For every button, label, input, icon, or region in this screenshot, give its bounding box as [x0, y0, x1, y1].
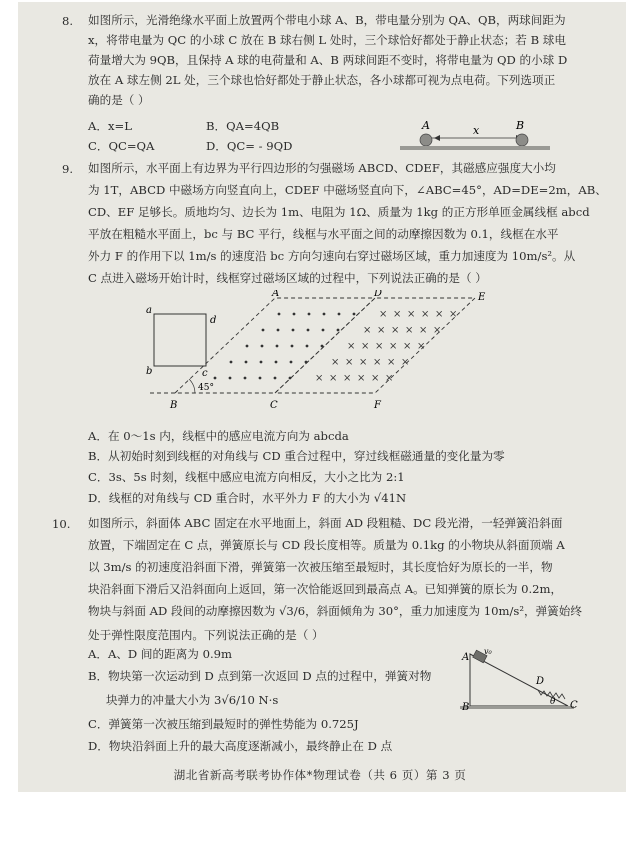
q9-figure	[140, 290, 500, 415]
option-b[interactable]: B．物块第一次运动到 D 点到第一次返回 D 点的过程中，弹簧对物	[88, 669, 432, 683]
label-x: x	[473, 124, 480, 137]
question-text-line: 平放在粗糙水平面上，bc 与 BC 平行，线框与水平面之间的动摩擦因数为 0.1，线框在水平	[88, 227, 559, 241]
field-cross: ×	[315, 373, 324, 384]
ball-a	[420, 134, 432, 146]
option-c[interactable]: C．QC=QA	[88, 139, 155, 153]
field-cross: ×	[403, 341, 412, 352]
field-dot	[214, 377, 217, 380]
question-text-line: 放在 A 球左侧 2L 处，三个球也恰好都处于静止状态，各小球都可视为点电荷。下列选项正	[88, 73, 556, 87]
field-dot	[323, 313, 326, 316]
field-dot	[229, 377, 232, 380]
page-footer: 湖北省新高考联考协作体*物理试卷（共 6 页）第 3 页	[173, 768, 467, 782]
question-text-line: x，将带电量为 QC 的小球 C 放在 B 球右侧 L 处时，三个球恰好都处于静止状态；若 B 球电	[88, 33, 566, 47]
field-dot	[338, 313, 341, 316]
field-cross: ×	[347, 341, 356, 352]
field-cross: ×	[329, 373, 338, 384]
option-d[interactable]: D．QC= - 9QD	[206, 139, 293, 153]
option-d[interactable]: D．物块沿斜面上升的最大高度逐渐减小，最终静止在 D 点	[88, 739, 393, 753]
label-a: A	[422, 119, 430, 132]
ball-b	[516, 134, 528, 146]
field-dot	[244, 377, 247, 380]
field-cross: ×	[421, 309, 430, 320]
field-dot	[308, 313, 311, 316]
question-number: 10.	[52, 517, 71, 531]
question-text-line: 块沿斜面下滑后又沿斜面向上返回，第一次恰能返回到最高点 A。已知弹簧的原长为 0.2m，	[88, 582, 563, 596]
question-text-line: 放置，下端固定在 C 点，弹簧原长与 CD 段长度相等。质量为 0.1kg 的小物块从斜面顶端 A	[88, 538, 565, 552]
svg-text:A: A	[272, 290, 280, 299]
svg-text:c: c	[202, 368, 208, 379]
question-text-line: 如图所示，光滑绝缘水平面上放置两个带电小球 A、B，带电量分别为 QA、QB，两球间距为	[88, 13, 566, 27]
field-dot	[292, 329, 295, 332]
svg-text:d: d	[210, 315, 217, 326]
field-dot	[245, 361, 248, 364]
svg-text:v₀: v₀	[484, 648, 492, 656]
svg-text:b: b	[146, 366, 153, 377]
field-cross: ×	[401, 357, 410, 368]
field-cross: ×	[391, 325, 400, 336]
field-dot	[322, 329, 325, 332]
option-b[interactable]: B．QA=4QB	[206, 119, 280, 133]
field-cross: ×	[379, 309, 388, 320]
question-text-line: 确的是（ ）	[88, 93, 150, 107]
ground	[400, 146, 550, 150]
field-dot	[289, 377, 292, 380]
option-c[interactable]: C．弹簧第一次被压缩到最短时的弹性势能为 0.725J	[88, 717, 359, 731]
field-dot	[275, 361, 278, 364]
field-cross: ×	[385, 373, 394, 384]
q10-figure	[460, 648, 580, 713]
field-dot	[337, 329, 340, 332]
question-text-line: 以 3m/s 的初速度沿斜面下滑，弹簧第一次被压缩至最短时，其长度恰好为原长的一半，物	[88, 560, 553, 574]
option-c[interactable]: C．3s、5s 时刻，线框中感应电流方向相反，大小之比为 2:1	[88, 470, 405, 484]
field-dot	[260, 361, 263, 364]
question-text-line: 如图所示，水平面上有边界为平行四边形的匀强磁场 ABCD、CDEF，其磁感应强度大小均	[88, 161, 556, 175]
field-cross: ×	[435, 309, 444, 320]
field-cross: ×	[375, 341, 384, 352]
option-b[interactable]: B．从初始时刻到线框的对角线与 CD 重合过程中，穿过线框磁通量的变化量为零	[88, 449, 505, 463]
label-b: B	[516, 119, 525, 132]
field-dot	[305, 361, 308, 364]
field-cross: ×	[449, 309, 458, 320]
question-text-line: CD、EF 足够长。质地均匀、边长为 1m、电阻为 1Ω、质量为 1kg 的正方形单匝金属线框 abcd	[88, 205, 590, 219]
field-dot	[321, 345, 324, 348]
svg-text:C: C	[570, 700, 578, 711]
question-text-line: 物块与斜面 AD 段间的动摩擦因数为 √3/6，斜面倾角为 30°，重力加速度为 10m/s²，弹簧始终	[88, 604, 582, 618]
field-cross: ×	[405, 325, 414, 336]
svg-text:F: F	[374, 400, 381, 411]
question-text-line: C 点进入磁场开始计时，线框穿过磁场区域的过程中，下列说法正确的是（ ）	[88, 271, 487, 285]
field-dot	[276, 345, 279, 348]
field-dot	[274, 377, 277, 380]
svg-text:E: E	[478, 292, 486, 303]
field-cross: ×	[387, 357, 396, 368]
field-cross: ×	[419, 325, 428, 336]
field-dot	[290, 361, 293, 364]
svg-text:a: a	[146, 305, 152, 316]
field-dot	[306, 345, 309, 348]
field-dot	[307, 329, 310, 332]
svg-text:θ: θ	[550, 697, 556, 707]
question-text-line: 荷量增大为 9QB，且保持 A 球的电荷量和 A、B 两球间距不变时，将带电量为 QD 的小球 D	[88, 53, 568, 67]
question-text-line: 为 1T，ABCD 中磁场方向竖直向上，CDEF 中磁场竖直向下，∠ABC=45°，AD=DE=2m，AB、	[88, 183, 607, 197]
field-cross: ×	[359, 357, 368, 368]
option-a[interactable]: A．A、D 间的距离为 0.9m	[88, 647, 232, 661]
field-dot	[291, 345, 294, 348]
field-cross: ×	[377, 325, 386, 336]
field-cross: ×	[393, 309, 402, 320]
option-d[interactable]: D．线框的对角线与 CD 重合时，水平外力 F 的大小为 √41N	[88, 491, 407, 505]
coil-square	[154, 314, 206, 366]
option-a[interactable]: A．在 0～1s 内，线框中的感应电流方向为 abcda	[88, 429, 349, 443]
field-cross: ×	[433, 325, 442, 336]
svg-text:C: C	[270, 400, 278, 411]
field-cross: ×	[407, 309, 416, 320]
field-cross: ×	[371, 373, 380, 384]
svg-text:45°: 45°	[198, 383, 214, 393]
field-dot	[277, 329, 280, 332]
field-cross: ×	[363, 325, 372, 336]
option-a[interactable]: A．x=L	[88, 119, 132, 133]
field-cross: ×	[417, 341, 426, 352]
field-cross: ×	[331, 357, 340, 368]
svg-text:B: B	[170, 400, 178, 411]
svg-text:B: B	[462, 702, 470, 713]
option-b-continued: 块弹力的冲量大小为 3√6/10 N·s	[106, 693, 279, 707]
question-text-line: 外力 F 的作用下以 1m/s 的速度沿 bc 方向匀速向右穿过磁场区域，重力加速度为 10m/s²。从	[88, 249, 576, 263]
field-dot	[259, 377, 262, 380]
question-text-line: 处于弹性限度范围内。下列说法正确的是（ ）	[88, 628, 324, 642]
field-dot	[262, 329, 265, 332]
question-number: 8.	[62, 14, 74, 28]
svg-text:D: D	[374, 290, 383, 299]
field-cross: ×	[357, 373, 366, 384]
question-text-line: 如图所示，斜面体 ABC 固定在水平地面上，斜面 AD 段粗糙、DC 段光滑，一轻弹簧沿斜面	[88, 516, 563, 530]
field-cross: ×	[389, 341, 398, 352]
field-dot	[353, 313, 356, 316]
field-dot	[293, 313, 296, 316]
field-cross: ×	[345, 357, 354, 368]
svg-text:D: D	[536, 676, 545, 687]
field-cross: ×	[361, 341, 370, 352]
q8-figure	[400, 118, 550, 156]
field-cross: ×	[343, 373, 352, 384]
question-number: 9.	[62, 162, 74, 176]
svg-text:A: A	[462, 652, 470, 663]
field-dot	[246, 345, 249, 348]
field-cross: ×	[373, 357, 382, 368]
field-dot	[278, 313, 281, 316]
field-dot	[230, 361, 233, 364]
field-dot	[261, 345, 264, 348]
